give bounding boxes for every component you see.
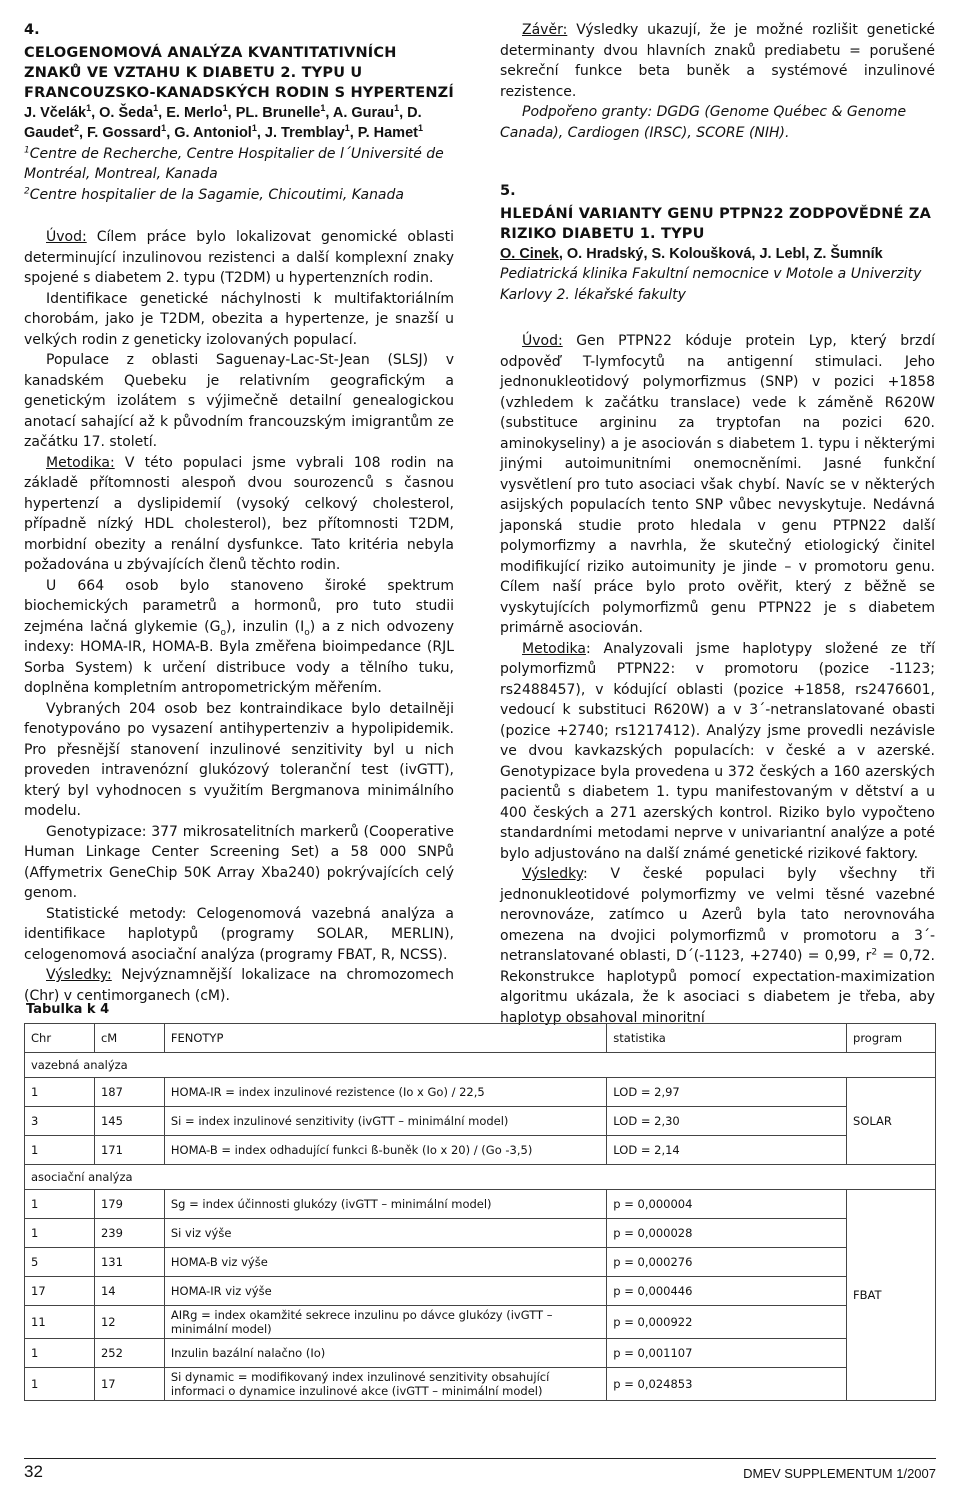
- table-cell: p = 0,001107: [607, 1339, 847, 1368]
- table-cell: 179: [94, 1190, 164, 1219]
- table-cell: p = 0,024853: [607, 1368, 847, 1401]
- left-column: [24, 20, 454, 1006]
- methods-paragraph: Metodika: Analyzovali jsme haplotypy složené ze tří polymorfizmů PTPN22: v promotoru (pozice -1123; rs2488457), v kódující oblasti (pozice +1858, rs2476601, vedoucí k substituci R620W) a v 3´-netranslatované obasti (pozice +2740; rs1217412). Analýzy jsme provedli nezávisle ve dvou kavkazských populacích: v české a v azerské. Genotypizace byla provedena u 372 českých a 160 azerských pacientů s diabetem 1. typu manifestovaným v dětství a u 400 českých a 271 azerských kontrol. Riziko bylo vypočteno standardními metodami neprve v univariantní analýze a poté bylo adjustováno na další známé genetické rizikové faktory.: [500, 640, 935, 862]
- table-cell: 131: [94, 1248, 164, 1277]
- affiliation-1: $^1$Centre de Recherche, Centre Hospitalier de l´Université de Montréal, Montreal, Kanada: [24, 144, 444, 182]
- footer-rule: [24, 1458, 936, 1459]
- table-cell: SOLAR: [847, 1078, 936, 1165]
- article-title: CELOGENOMOVÁ ANALÝZA KVANTITATIVNÍCH ZNAKŮ VE VZTAHU K DIABETU 2. TYPU U FRANCOUZSKO-KANADSKÝCH RODIN S HYPERTENZÍ: [24, 44, 454, 101]
- authors: J. Včelák$^1$, O. Šeda$^1$, E. Merlo$^1$, PL. Brunelle$^1$, A. Gurau$^1$, D. Gaudet$^2$, F. Gossard$^1$, G. Antoniol$^1$, J. Tremblay$^1$, P. Hamet$^1$: [24, 102, 423, 141]
- table-cell: 1: [25, 1219, 95, 1248]
- methods-label: Metodika:: [46, 454, 115, 471]
- conclusion-paragraph: Závěr: Výsledky ukazují, že je možné rozlišit genetické determinanty dvou hlavních znaků prediabetu = porušené sekreční funkce beta buněk a systémové inzulinové rezistence.: [500, 22, 935, 100]
- table-cell: Sg = index účinnosti glukózy (ivGTT – minimální model): [164, 1190, 606, 1219]
- page-number: 32: [24, 1462, 43, 1481]
- table-header-cell: program: [847, 1024, 936, 1053]
- table-cell: 14: [94, 1277, 164, 1306]
- table-cell: 17: [94, 1368, 164, 1401]
- table-cell: 11: [25, 1306, 95, 1339]
- table-cell: FBAT: [847, 1190, 936, 1401]
- results-paragraph: Výsledky: Nejvýznamnější lokalizace na chromozomech (Chr) v centimorganech (cM).: [24, 967, 454, 1004]
- table-cell: 1: [25, 1136, 95, 1165]
- table-cell: p = 0,000028: [607, 1219, 847, 1248]
- table-cell: LOD = 2,30: [607, 1107, 847, 1136]
- section-number: 5.: [500, 183, 516, 199]
- table-block: [24, 1002, 936, 1401]
- table-cell: 252: [94, 1339, 164, 1368]
- affiliation-2: $^2$Centre hospitalier de la Sagamie, Chicoutimi, Kanada: [24, 185, 404, 203]
- table-cell: 1: [25, 1339, 95, 1368]
- methods-label: Metodika: [522, 640, 586, 657]
- table-row: [25, 1219, 936, 1248]
- methods-paragraph: Metodika: V této populaci jsme vybrali 108 rodin na základě přítomnosti alespoň dvou sourozenců s časnou hypertenzí a dyslipidemií (vysoký celkový cholesterol, případně nízký HDL cholesterol), bez přítomnosti T2DM, morbidní obezity a renální dysfunkce. Tato kritéria nebyla požadována u zbývajících členů těchto rodin.: [24, 454, 454, 573]
- journal-name: DMEV SUPPLEMENTUM 1/2007: [743, 1466, 936, 1481]
- table-group-row: [25, 1165, 936, 1190]
- table-header-cell: statistika: [607, 1024, 847, 1053]
- authors: O. Cinek, O. Hradský, S. Koloušková, J. Lebl, Z. Šumník: [500, 245, 883, 262]
- table-cell: asociační analýza: [25, 1165, 936, 1190]
- table-cell: HOMA-B viz výše: [164, 1248, 606, 1277]
- table-cell: HOMA-IR = index inzulinové rezistence (Io x Go) / 22,5: [164, 1078, 606, 1107]
- table-row: [25, 1136, 936, 1165]
- table-header-cell: cM: [94, 1024, 164, 1053]
- table-cell: p = 0,000004: [607, 1190, 847, 1219]
- table-cell: Si viz výše: [164, 1219, 606, 1248]
- table-cell: 3: [25, 1107, 95, 1136]
- table-cell: p = 0,000922: [607, 1306, 847, 1339]
- table-row: [25, 1078, 936, 1107]
- intro-label: Úvod:: [46, 229, 87, 245]
- table-cell: AIRg = index okamžité sekrece inzulinu po dávce glukózy (ivGTT – minimální model): [164, 1306, 606, 1339]
- table-cell: 187: [94, 1078, 164, 1107]
- table-row: [25, 1190, 936, 1219]
- table-cell: 1: [25, 1368, 95, 1401]
- table-cell: p = 0,000276: [607, 1248, 847, 1277]
- results-label: Výsledky: [522, 866, 584, 882]
- results-paragraph: Výsledky: V české populaci byly všechny tři jednonukleotidové polymorfizmy ve velmi těsné vazebné nerovnováze, zatímco u Azerů byla tato nerovnováha omezena na dvojici polymorfizmů v promotoru a 3´-netranslatované oblasti, D´(-1123, +2740) = 0,99, $r^2 = 0,72$. Rekonstrukce haplotypů pomocí expectation-maximization algoritmu ukázala, že k asociaci s diabetem je třeba, aby haplotyp obsahoval minoritní: [500, 866, 935, 1026]
- table-cell: 145: [94, 1107, 164, 1136]
- table-row: [25, 1248, 936, 1277]
- intro-label: Úvod:: [522, 333, 563, 349]
- table-caption: Tabulka k 4: [26, 1002, 110, 1017]
- paragraph: Statistické metody: Celogenomová vazebná analýza a identifikace haplotypů (programy SOLAR, MERLIN), celogenomová asociační analýza (programy FBAT, R, NCSS).: [24, 905, 454, 963]
- table-group-row: [25, 1053, 936, 1078]
- paragraph: Populace z oblasti Saguenay-Lac-St-Jean (SLSJ) v kanadském Quebeku je relativním geografickým a genetickým izolátem s výjimečně detailní genealogickou anotací sahající až k původním francouzským imigrantům ze začátku 17. století.: [24, 352, 454, 450]
- results-table: [24, 1023, 936, 1401]
- article-title: HLEDÁNÍ VARIANTY GENU PTPN22 ZODPOVĚDNÉ ZA RIZIKO DIABETU 1. TYPU: [500, 205, 932, 242]
- table-cell: vazebná analýza: [25, 1053, 936, 1078]
- table-header-row: [25, 1024, 936, 1053]
- table-cell: 12: [94, 1306, 164, 1339]
- table-header-cell: Chr: [25, 1024, 95, 1053]
- table-header-cell: FENOTYP: [164, 1024, 606, 1053]
- section-number: 4.: [24, 22, 40, 38]
- table-cell: Inzulin bazální nalačno (Io): [164, 1339, 606, 1368]
- right-column: [500, 20, 935, 1028]
- intro-paragraph: Úvod: Gen PTPN22 kóduje protein Lyp, který brzdí odpověď T-lymfocytů na antigenní stimulaci. Jeho jednonukleotidový polymorfizmus (SNP) v pozici +1858 (vzhledem k začátku translace) vede k záměně R620W (substituce argininu za tryptofan na pozici 620. aminokyseliny) a je asociován s diabetem 1. typu i některými jinými autoimunitními onemocněními. Jasné funkční vysvětlení pro tuto asociaci však chybí. Navíc se v některých asijských populacích tento SNP vůbec nevyskytuje. Nedávná japonská studie proto hledala v genu PTPN22 další polymorfizmy a navrhla, že skutečný etiologický činitel modifikující riziko autoimunity je jinde – v promotoru genu. Cílem naší práce bylo proto ověřit, který z běžně se vyskytujících polymorfizmů genu PTPN22 je s diabetem primárně asociován.: [500, 333, 935, 636]
- table-cell: HOMA-B = index odhadující funkci ß-buněk (Io x 20) / (Go -3,5): [164, 1136, 606, 1165]
- table-row: [25, 1277, 936, 1306]
- affiliation: Pediatrická klinika Fakultní nemocnice v Motole a Univerzity Karlovy 2. lékařské fakulty: [500, 266, 922, 303]
- table-row: [25, 1107, 936, 1136]
- table-row: [25, 1368, 936, 1401]
- table-cell: HOMA-IR viz výše: [164, 1277, 606, 1306]
- grant-note: Podpořeno granty: DGDG (Genome Québec & Genome Canada), Cardiogen (IRSC), SCORE (NIH).: [500, 104, 907, 141]
- paragraph: Identifikace genetické náchylnosti k multifaktoriálním chorobám, jako je T2DM, obezita a hypertenze, je snazší u velkých rodin z geneticky izolovaných populací.: [24, 290, 454, 348]
- table-cell: 17: [25, 1277, 95, 1306]
- table-cell: 1: [25, 1190, 95, 1219]
- table-cell: Si = index inzulinové senzitivity (ivGTT – minimální model): [164, 1107, 606, 1136]
- table-cell: Si dynamic = modifikovaný index inzulinové senzitivity obsahující informaci o dynamice inzulinové akce (ivGTT – minimální model): [164, 1368, 606, 1401]
- paragraph: Vybraných 204 osob bez kontraindikace bylo detailněji fenotypováno po vysazení antihypertenziv a hypolipidemik. Pro přesnější stanovení inzulinové senzitivity byl u nich proveden intravenózní glukózový toleranční test (ivGTT), který byl vyhodnocen s využitím Bergmanova minimálního modelu.: [24, 700, 454, 819]
- paragraph: Genotypizace: 377 mikrosatelitních markerů (Cooperative Human Linkage Center Screening Set) a 58 000 SNPů (Affymetrix GeneChip 50K Array Xba240) pokrývajících celý genom.: [24, 823, 454, 901]
- table-cell: LOD = 2,97: [607, 1078, 847, 1107]
- table-cell: 171: [94, 1136, 164, 1165]
- table-cell: 239: [94, 1219, 164, 1248]
- conclusion-label: Závěr:: [522, 22, 568, 38]
- table-cell: 5: [25, 1248, 95, 1277]
- results-label: Výsledky:: [46, 967, 112, 983]
- table-cell: 1: [25, 1078, 95, 1107]
- table-cell: p = 0,000446: [607, 1277, 847, 1306]
- table-row: [25, 1306, 936, 1339]
- table-cell: LOD = 2,14: [607, 1136, 847, 1165]
- table-row: [25, 1339, 936, 1368]
- intro-paragraph: Úvod: Cílem práce bylo lokalizovat genomické oblasti determinující inzulinovou rezistenci a další komplexní znaky spojené s diabetem 2. typu (T2DM) u hypertenzních rodin.: [24, 229, 454, 286]
- paragraph: U 664 osob bylo stanoveno široké spektrum biochemických parametrů a hormonů, pro tuto studii zejména lačná glykemie $(G_o)$, inzulin $(I_o)$ a z nich odvozeny indexy: HOMA-IR, HOMA-B. Byla změřena bioimpedance (RJL Sorba System) k určení distribuce vody a tělního tuku, doplněna kompletním antropometrickým měřením.: [24, 577, 454, 696]
